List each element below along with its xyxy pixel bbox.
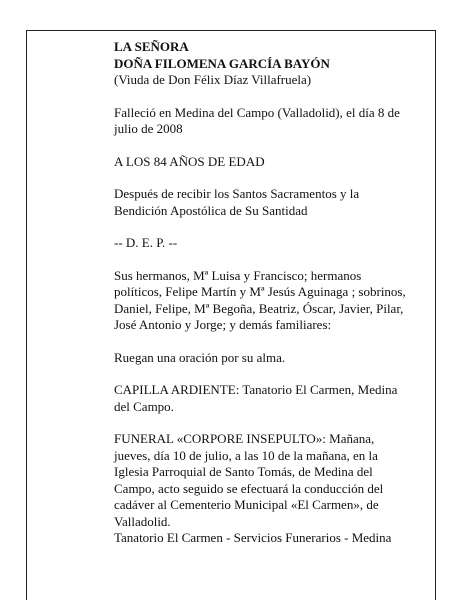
chapel-info (114, 382, 414, 415)
family-list (114, 268, 414, 334)
funeral-line-6: Valladolid. (114, 513, 171, 529)
widow-note: (Viuda de Don Félix Díaz Villafruela) (114, 72, 312, 87)
rip-text: -- D. E. P. -- (114, 235, 178, 250)
chapel-line-2: del Campo. (114, 398, 174, 414)
title-line: LA SEÑORA (114, 39, 189, 54)
funeral-line-4: Campo, acto seguido se efectuará la conducción del (114, 480, 384, 496)
funeral-home-footer: Tanatorio El Carmen - Servicios Funerarios - Medina (114, 530, 392, 545)
funeral-line-1: FUNERAL «CORPORE INSEPULTO»: Mañana, (114, 431, 375, 446)
funeral-line-2: jueves, día 10 de julio, a las 10 de la mañana, en la (114, 447, 378, 463)
funeral-line-5: cadáver al Cementerio Municipal «El Carmen», de (114, 497, 379, 512)
funeral-info (114, 431, 414, 547)
sacraments-line-1: Después de recibir los Santos Sacramentos y la (114, 186, 360, 201)
family-line-4: José Antonio y Jorge; y demás familiares: (114, 317, 332, 332)
obituary-text (114, 39, 414, 547)
rip-line (114, 235, 414, 252)
age-line (114, 154, 414, 171)
sacraments-line-2: Bendición Apostólica de Su Santidad (114, 202, 308, 218)
sacraments-note (114, 186, 414, 219)
prayer-text: Ruegan una oración por su alma. (114, 349, 286, 365)
deceased-heading (114, 39, 414, 89)
family-line-3: Daniel, Felipe, Mª Begoña, Beatriz, Óscar, Javier, Pilar, (114, 300, 404, 316)
chapel-line-1: CAPILLA ARDIENTE: Tanatorio El Carmen, Medina (114, 382, 398, 397)
death-line-2: julio de 2008 (114, 121, 183, 136)
age-text: A LOS 84 AÑOS DE EDAD (114, 153, 265, 169)
death-line-1: Falleció en Medina del Campo (Valladolid), el día 8 de (114, 104, 400, 120)
family-line-2: políticos, Felipe Martín y Mª Jesús Aguinaga ; sobrinos, (114, 284, 406, 299)
death-notice (114, 105, 414, 138)
funeral-line-3: Iglesia Parroquial de Santo Tomás, de Medina del (114, 464, 373, 479)
family-line-1: Sus hermanos, Mª Luisa y Francisco; hermanos (114, 267, 362, 283)
deceased-name: DOÑA FILOMENA GARCÍA BAYÓN (114, 55, 330, 71)
prayer-request (114, 350, 414, 367)
